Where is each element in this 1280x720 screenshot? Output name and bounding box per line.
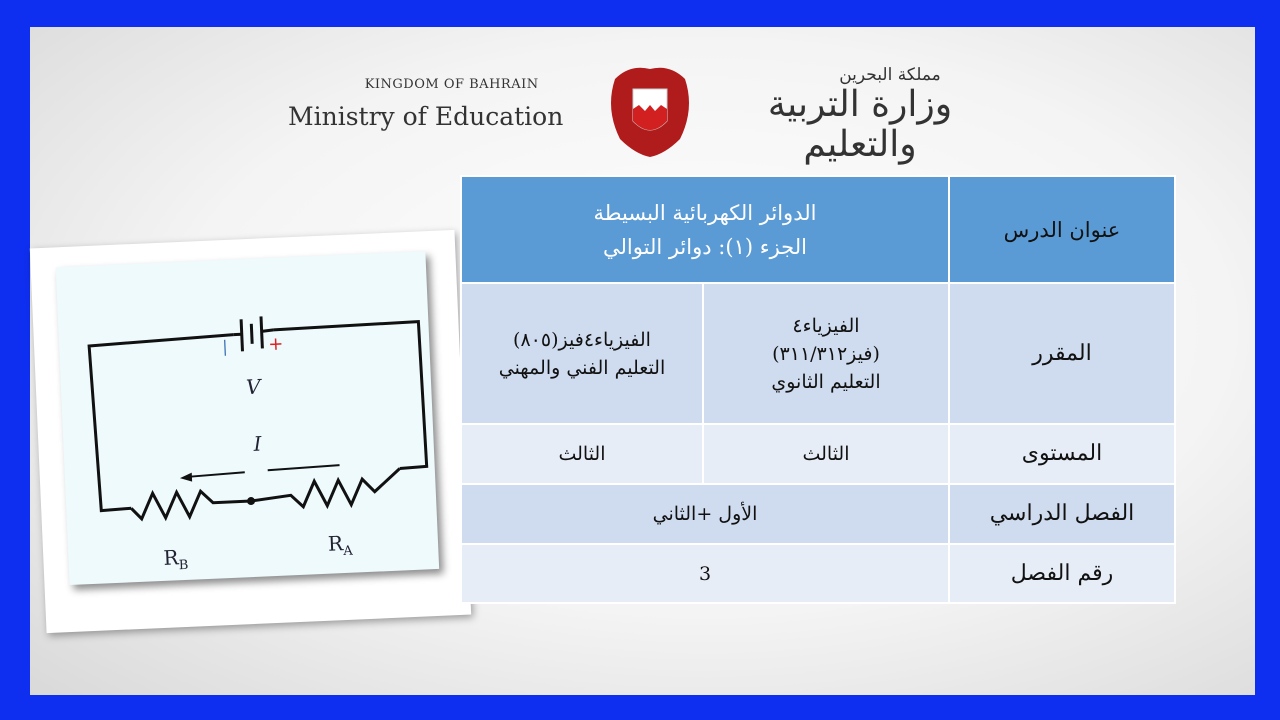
kingdom-ar: مملكة البحرين [839, 65, 941, 85]
table-row-course [461, 283, 1175, 424]
plus-terminal: + [267, 333, 284, 356]
current-label: I [253, 431, 262, 456]
minus-terminal: | [221, 336, 229, 357]
lesson-title-line2: الجزء (١): دوائر التوالي [603, 234, 807, 259]
course-secondary-line: التعليم الثانوي [771, 370, 881, 393]
kingdom-en: KINGDOM OF BAHRAIN [364, 77, 539, 92]
current-arrow-icon [180, 473, 192, 483]
ministry-en: Ministry of Education [288, 102, 564, 131]
course-secondary-line: الفيزياء٤ [792, 314, 860, 337]
course-vocational-line: التعليم الفني والمهني [498, 356, 666, 379]
junction-node [247, 497, 255, 505]
voltage-label: V [245, 374, 262, 400]
series-circuit-diagram [30, 230, 471, 633]
title-label: عنوان الدرس [949, 176, 1175, 283]
ministry-logo-arabic [710, 65, 1010, 165]
table-row-semester [461, 484, 1175, 544]
course-vocational-line: الفيزياء٤فيز(٨٠٥) [513, 328, 651, 351]
table-row-chapter [461, 544, 1175, 603]
ministry-logo-english [288, 77, 563, 131]
lesson-title [461, 176, 949, 283]
chapter-label: رقم الفصل [949, 544, 1175, 603]
semester-label: الفصل الدراسي [949, 484, 1175, 544]
level-label: المستوى [949, 424, 1175, 484]
resistor-a-label: $R_A$ [327, 531, 354, 560]
level-vocational: الثالث [461, 424, 703, 484]
circuit-figure [30, 230, 471, 633]
course-secondary-line: (فيز٣١١/٣١٢) [772, 342, 880, 365]
table-row-title [461, 176, 1175, 283]
course-secondary [703, 283, 949, 424]
semester-value: الأول +الثاني [461, 484, 949, 544]
lesson-title-line1: الدوائر الكهربائية البسيطة [593, 200, 817, 225]
level-secondary: الثالث [703, 424, 949, 484]
ministry-ar: وزارة التربية والتعليم [767, 84, 953, 165]
course-label: المقرر [949, 283, 1175, 424]
course-vocational [461, 283, 703, 424]
chapter-value: 3 [461, 544, 949, 603]
bahrain-emblem-icon [605, 59, 695, 159]
table-row-level [461, 424, 1175, 484]
lesson-info-table [460, 175, 1176, 604]
slide [30, 27, 1255, 695]
resistor-b-label: $R_B$ [162, 545, 189, 574]
